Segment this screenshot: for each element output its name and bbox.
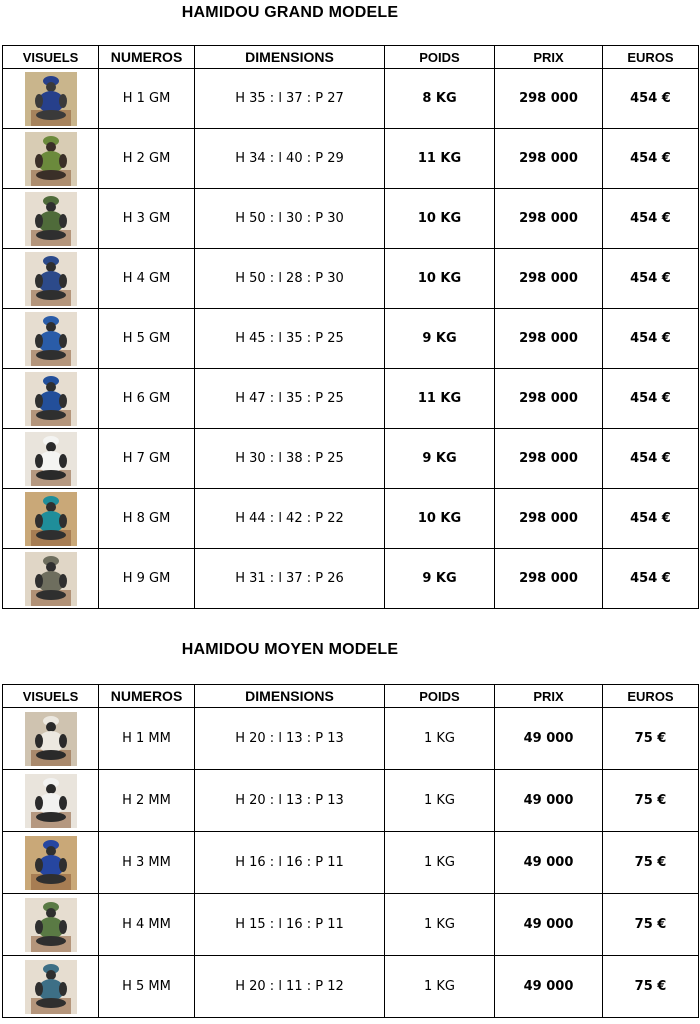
table-row [3, 69, 699, 129]
white-figurine-icon [3, 712, 98, 766]
poids-cell: 1 KG [385, 708, 495, 770]
header-poids: POIDS [385, 46, 495, 69]
header-prix: PRIX [495, 46, 603, 69]
poids-cell: 8 KG [385, 69, 495, 129]
blue-figurine-icon [3, 372, 98, 426]
prix-cell: 49 000 [495, 894, 603, 956]
dimensions-cell: H 20 : l 13 : P 13 [195, 770, 385, 832]
poids-cell: 9 KG [385, 429, 495, 489]
table-row [3, 894, 699, 956]
poids-cell: 10 KG [385, 189, 495, 249]
prix-cell: 49 000 [495, 956, 603, 1018]
table-row [3, 549, 699, 609]
white-figurine-icon [3, 774, 98, 828]
table-row [3, 832, 699, 894]
poids-cell: 10 KG [385, 249, 495, 309]
numero-cell: H 1 MM [99, 708, 195, 770]
poids-cell: 11 KG [385, 129, 495, 189]
prix-cell: 298 000 [495, 369, 603, 429]
dimensions-cell: H 20 : l 13 : P 13 [195, 708, 385, 770]
numero-cell: H 1 GM [99, 69, 195, 129]
table-row [3, 249, 699, 309]
euros-cell: 454 € [603, 549, 699, 609]
blue-figurine-icon [3, 836, 98, 890]
green-figurine-icon [3, 192, 98, 246]
visual-cell [3, 189, 99, 249]
table-row [3, 129, 699, 189]
header-euros: EUROS [603, 46, 699, 69]
header-numeros: NUMEROS [99, 685, 195, 708]
prix-cell: 49 000 [495, 708, 603, 770]
blue-figurine-icon [3, 72, 98, 126]
numero-cell: H 5 GM [99, 309, 195, 369]
green-figurine-icon [3, 132, 98, 186]
euros-cell: 454 € [603, 489, 699, 549]
poids-cell: 1 KG [385, 894, 495, 956]
grand-section-title: HAMIDOU GRAND MODELE [181, 4, 399, 21]
header-euros: EUROS [603, 685, 699, 708]
header-numeros: NUMEROS [99, 46, 195, 69]
table-row [3, 429, 699, 489]
dimensions-cell: H 35 : l 37 : P 27 [195, 69, 385, 129]
prix-cell: 298 000 [495, 249, 603, 309]
visual-cell [3, 369, 99, 429]
table-row [3, 770, 699, 832]
numero-cell: H 3 GM [99, 189, 195, 249]
euros-cell: 75 € [603, 708, 699, 770]
euros-cell: 454 € [603, 189, 699, 249]
visual-cell [3, 489, 99, 549]
header-dimensions: DIMENSIONS [195, 46, 385, 69]
visual-cell [3, 249, 99, 309]
poids-cell: 11 KG [385, 369, 495, 429]
table-row [3, 489, 699, 549]
numero-cell: H 8 GM [99, 489, 195, 549]
blue-figurine-icon [3, 252, 98, 306]
visual-cell [3, 956, 99, 1018]
euros-cell: 75 € [603, 770, 699, 832]
visual-cell [3, 69, 99, 129]
prix-cell: 298 000 [495, 549, 603, 609]
euros-cell: 75 € [603, 832, 699, 894]
visual-cell [3, 832, 99, 894]
dimensions-cell: H 30 : l 38 : P 25 [195, 429, 385, 489]
numero-cell: H 4 MM [99, 894, 195, 956]
euros-cell: 454 € [603, 429, 699, 489]
prix-cell: 298 000 [495, 489, 603, 549]
table-row [3, 309, 699, 369]
poids-cell: 9 KG [385, 549, 495, 609]
moyen-section-title: HAMIDOU MOYEN MODELE [181, 641, 399, 658]
table-row [3, 189, 699, 249]
prix-cell: 298 000 [495, 309, 603, 369]
table-row [3, 369, 699, 429]
prix-cell: 298 000 [495, 429, 603, 489]
dimensions-cell: H 34 : l 40 : P 29 [195, 129, 385, 189]
green-figurine-icon [3, 898, 98, 952]
grey-figurine-icon [3, 552, 98, 606]
dimensions-cell: H 45 : l 35 : P 25 [195, 309, 385, 369]
visual-cell [3, 549, 99, 609]
header-dimensions: DIMENSIONS [195, 685, 385, 708]
dimensions-cell: H 50 : l 30 : P 30 [195, 189, 385, 249]
header-poids: POIDS [385, 685, 495, 708]
numero-cell: H 9 GM [99, 549, 195, 609]
prix-cell: 298 000 [495, 189, 603, 249]
table-row [3, 708, 699, 770]
euros-cell: 454 € [603, 369, 699, 429]
blue-figurine-icon [3, 312, 98, 366]
dimensions-cell: H 50 : l 28 : P 30 [195, 249, 385, 309]
numero-cell: H 2 MM [99, 770, 195, 832]
header-visuels: VISUELS [3, 46, 99, 69]
euros-cell: 454 € [603, 69, 699, 129]
grand-model-table [2, 45, 699, 609]
prix-cell: 49 000 [495, 770, 603, 832]
euros-cell: 75 € [603, 894, 699, 956]
numero-cell: H 7 GM [99, 429, 195, 489]
euros-cell: 454 € [603, 249, 699, 309]
numero-cell: H 5 MM [99, 956, 195, 1018]
prix-cell: 49 000 [495, 832, 603, 894]
dimensions-cell: H 15 : l 16 : P 11 [195, 894, 385, 956]
visual-cell [3, 770, 99, 832]
numero-cell: H 4 GM [99, 249, 195, 309]
teal-figurine-icon [3, 960, 98, 1014]
numero-cell: H 3 MM [99, 832, 195, 894]
table-row [3, 956, 699, 1018]
poids-cell: 9 KG [385, 309, 495, 369]
moyen-model-table [2, 684, 699, 1018]
poids-cell: 10 KG [385, 489, 495, 549]
poids-cell: 1 KG [385, 770, 495, 832]
dimensions-cell: H 44 : l 42 : P 22 [195, 489, 385, 549]
euros-cell: 75 € [603, 956, 699, 1018]
table-header-row [3, 685, 699, 708]
visual-cell [3, 129, 99, 189]
dimensions-cell: H 47 : l 35 : P 25 [195, 369, 385, 429]
visual-cell [3, 309, 99, 369]
visual-cell [3, 894, 99, 956]
prix-cell: 298 000 [495, 129, 603, 189]
dimensions-cell: H 16 : l 16 : P 11 [195, 832, 385, 894]
numero-cell: H 6 GM [99, 369, 195, 429]
teal-figurine-icon [3, 492, 98, 546]
dimensions-cell: H 31 : l 37 : P 26 [195, 549, 385, 609]
prix-cell: 298 000 [495, 69, 603, 129]
poids-cell: 1 KG [385, 956, 495, 1018]
visual-cell [3, 429, 99, 489]
visual-cell [3, 708, 99, 770]
poids-cell: 1 KG [385, 832, 495, 894]
numero-cell: H 2 GM [99, 129, 195, 189]
euros-cell: 454 € [603, 129, 699, 189]
header-visuels: VISUELS [3, 685, 99, 708]
white-figurine-icon [3, 432, 98, 486]
header-prix: PRIX [495, 685, 603, 708]
dimensions-cell: H 20 : l 11 : P 12 [195, 956, 385, 1018]
table-header-row [3, 46, 699, 69]
euros-cell: 454 € [603, 309, 699, 369]
